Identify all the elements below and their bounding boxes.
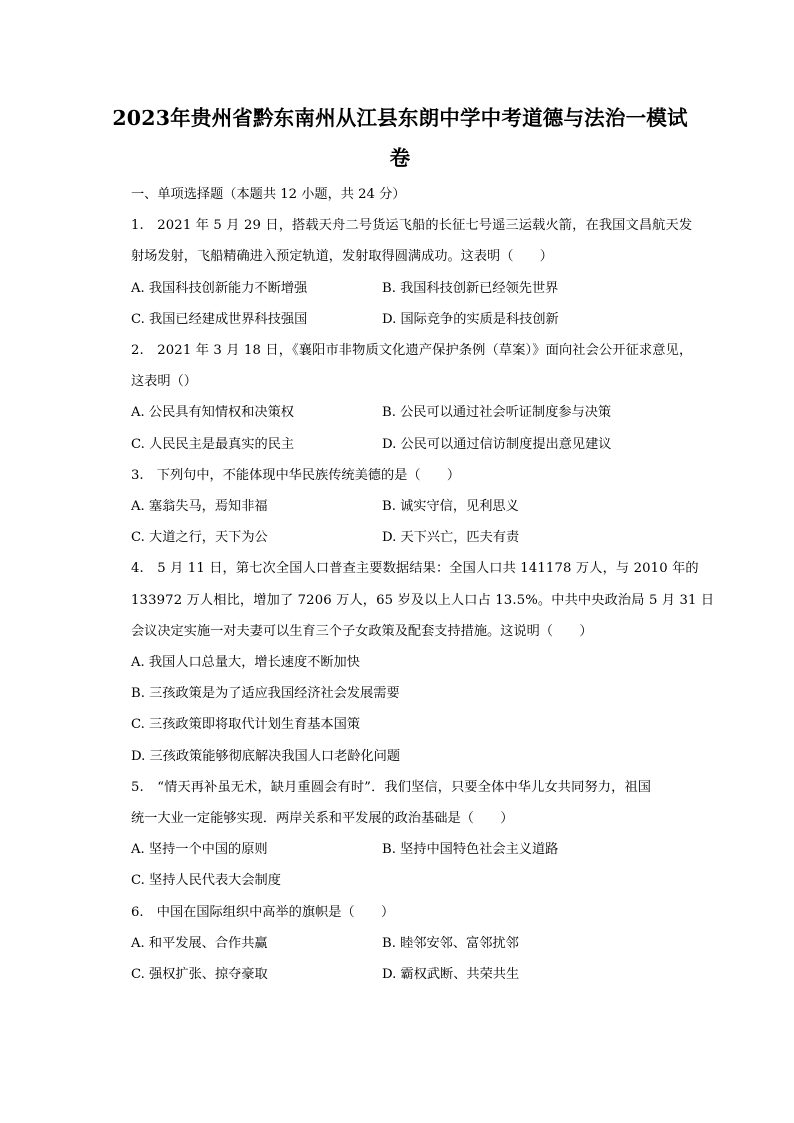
exam-title-line-1: 2023年贵州省黔东南州从江县东朗中学中考道德与法治一模试 (112, 106, 688, 130)
question-3-option-a: A. 塞翁失马，焉知非福 (131, 499, 268, 514)
question-4-stem-line-1: 4. 5 月 11 日，第七次全国人口普查主要数据结果：全国人口共 141178 万人，与 2010 年的 (131, 561, 699, 576)
question-2-stem-line-2: 这表明（） (131, 374, 197, 389)
question-6-option-c: C. 强权扩张、掠夺豪取 (131, 967, 268, 982)
question-5-option-c: C. 坚持人民代表大会制度 (131, 873, 281, 888)
question-6-stem-line-1: 6. 中国在国际组织中高举的旗帜是（ ） (131, 905, 395, 920)
question-3-option-d: D. 天下兴亡，匹夫有责 (382, 530, 520, 545)
question-4-option-d: D. 三孩政策能够彻底解决我国人口老龄化问题 (131, 749, 401, 764)
question-1-stem-line-1: 1. 2021 年 5 月 29 日，搭载天舟二号货运飞船的长征七号遥三运载火箭，在我国文昌航天发 (131, 218, 693, 233)
question-5-option-b: B. 坚持中国特色社会主义道路 (382, 842, 559, 857)
question-4-stem-line-2: 133972 万人相比，增加了 7206 万人，65 岁及以上人口占 13.5%。中共中央政治局 5 月 31 日 (131, 593, 715, 608)
question-2-stem-line-1: 2. 2021 年 3 月 18 日，《襄阳市非物质文化遗产保护条例（草案）》面向社会公开征求意见， (131, 343, 693, 358)
question-1-option-d: D. 国际竞争的实质是科技创新 (382, 312, 559, 327)
question-2-option-b: B. 公民可以通过社会听证制度参与决策 (382, 405, 612, 420)
question-6-option-a: A. 和平发展、合作共赢 (131, 936, 268, 951)
question-4-option-a: A. 我国人口总量大，增长速度不断加快 (131, 655, 360, 670)
question-2-option-a: A. 公民具有知情权和决策权 (131, 405, 294, 420)
question-5-option-a: A. 坚持一个中国的原则 (131, 842, 268, 857)
question-2-option-c: C. 人民民主是最真实的民主 (131, 437, 295, 452)
question-1-stem-line-2: 射场发射，飞船精确进入预定轨道，发射取得圆满成功。这表明（ ） (131, 249, 553, 264)
section-heading: 一、单项选择题（本题共 12 小题，共 24 分） (131, 187, 406, 202)
question-5-stem-line-1: 5. “情天再补虽无术，缺月重圆会有时”．我们坚信，只要全体中华儿女共同努力，祖国 (131, 780, 652, 795)
question-5-stem-line-2: 统一大业一定能够实现．两岸关系和平发展的政治基础是（ ） (131, 811, 514, 826)
question-3-stem-line-1: 3. 下列句中，不能体现中华民族传统美德的是（ ） (131, 468, 461, 483)
exam-title-line-2: 卷 (389, 146, 411, 170)
question-6-option-b: B. 睦邻安邻、富邻扰邻 (382, 936, 519, 951)
question-6-option-d: D. 霸权武断、共荣共生 (382, 967, 520, 982)
question-2-option-d: D. 公民可以通过信访制度提出意见建议 (382, 437, 612, 452)
question-3-option-b: B. 诚实守信，见利思义 (382, 499, 519, 514)
question-1-option-a: A. 我国科技创新能力不断增强 (131, 281, 308, 296)
question-4-option-c: C. 三孩政策即将取代计划生育基本国策 (131, 717, 361, 732)
question-4-option-b: B. 三孩政策是为了适应我国经济社会发展需要 (131, 686, 400, 701)
question-1-option-c: C. 我国已经建成世界科技强国 (131, 312, 308, 327)
question-3-option-c: C. 大道之行，天下为公 (131, 530, 268, 545)
question-1-option-b: B. 我国科技创新已经领先世界 (382, 281, 559, 296)
question-4-stem-line-3: 会议决定实施一对夫妻可以生育三个子女政策及配套支持措施。这说明（ ） (131, 624, 593, 639)
